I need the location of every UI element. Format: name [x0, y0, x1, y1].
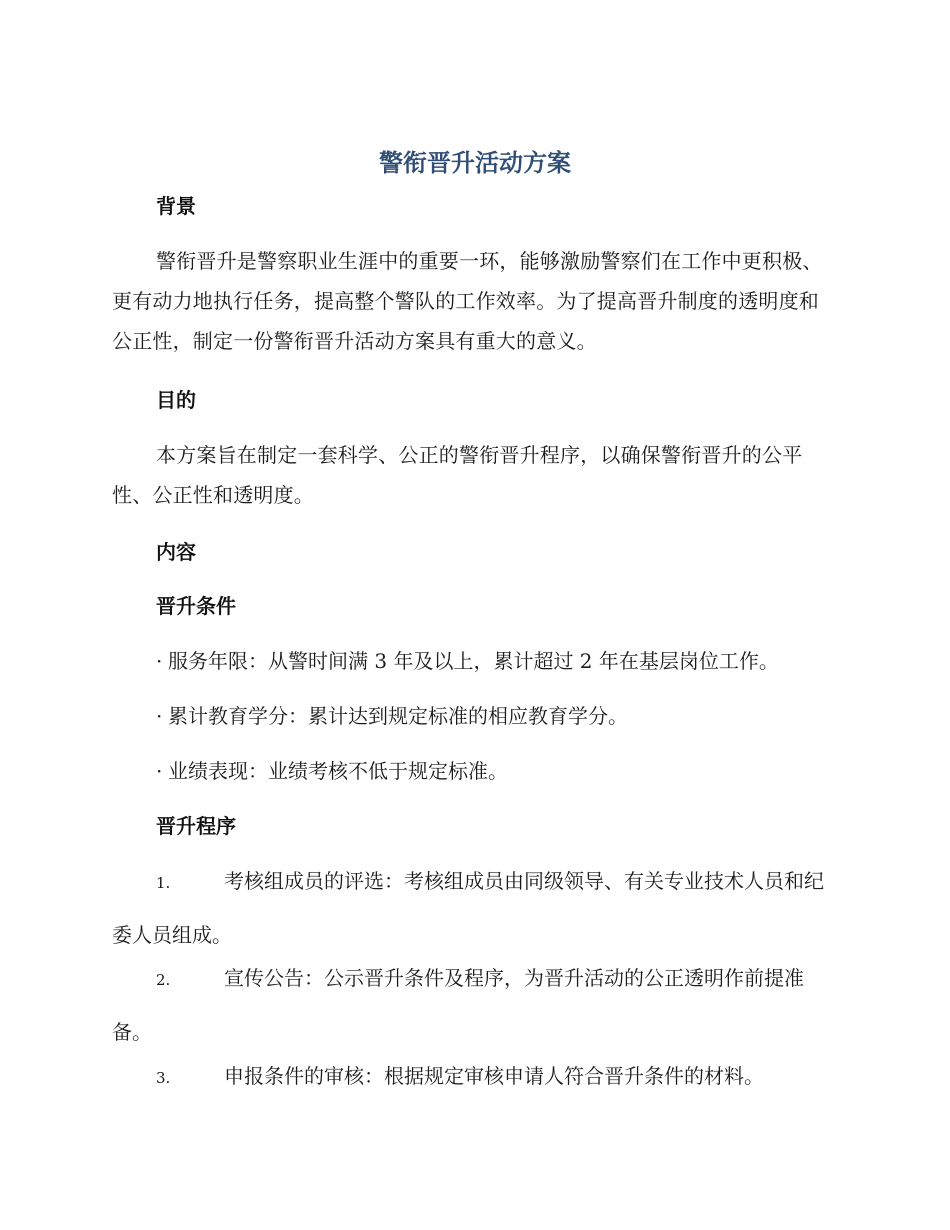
bullet-icon: ·	[156, 649, 163, 673]
list-item-text: 考核组成员的评选：考核组成员由同级领导、有关专业技术人员和纪委人员组成。	[112, 869, 824, 947]
list-number: 3.	[156, 1069, 171, 1087]
heading-purpose: 目的	[156, 388, 196, 412]
numbered-list-item	[112, 1050, 832, 1104]
heading-procedure: 晋升程序	[156, 814, 236, 838]
list-item	[156, 756, 832, 786]
document-title: 警衔晋升活动方案	[379, 149, 571, 177]
list-number: 1.	[156, 874, 171, 892]
bullet-icon: ·	[156, 759, 163, 783]
numbered-list-item	[112, 855, 832, 961]
numbered-list-item	[112, 952, 832, 1058]
paragraph-purpose: 本方案旨在制定一套科学、公正的警衔晋升程序，以确保警衔晋升的公平性、公正性和透明度。	[112, 443, 803, 507]
heading-conditions: 晋升条件	[156, 594, 236, 618]
heading-content: 内容	[156, 540, 196, 564]
paragraph-background: 警衔晋升是警察职业生涯中的重要一环，能够激励警察们在工作中更积极、更有动力地执行任务，提高整个警队的工作效率。为了提高晋升制度的透明度和公正性，制定一份警衔晋升活动方案具有重大的意义。	[112, 249, 823, 353]
bullet-icon: ·	[156, 704, 163, 728]
list-item	[156, 701, 832, 731]
list-item-text: 宣传公告：公示晋升条件及程序，为晋升活动的公正透明作前提准备。	[112, 966, 804, 1044]
list-item-text: 服务年限：从警时间满 3 年及以上，累计超过 2 年在基层岗位工作。	[168, 649, 779, 673]
list-item-text: 申报条件的审核：根据规定审核申请人符合晋升条件的材料。	[224, 1064, 764, 1088]
list-number: 2.	[156, 971, 171, 989]
list-item	[156, 646, 832, 676]
list-item-text: 累计教育学分：累计达到规定标准的相应教育学分。	[168, 704, 628, 728]
heading-background: 背景	[156, 194, 196, 218]
list-item-text: 业绩表现：业绩考核不低于规定标准。	[168, 759, 508, 783]
